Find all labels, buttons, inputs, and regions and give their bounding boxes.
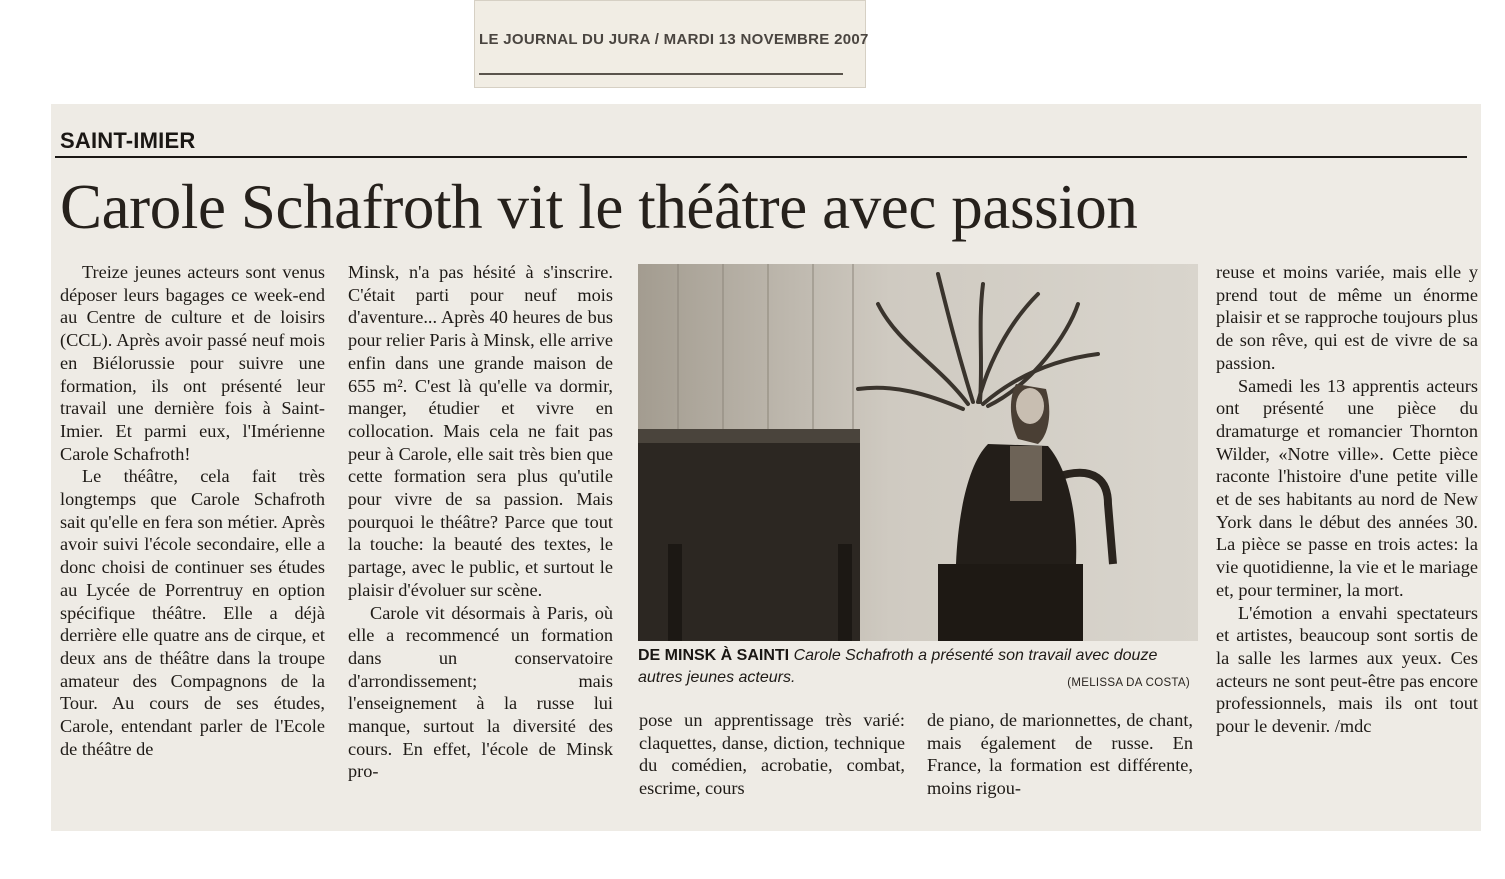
article-column-1 — [60, 261, 325, 760]
paragraph: Treize jeunes acteurs sont venus déposer leurs bagages ce week-end au Centre de culture et de loisirs (CCL). Après avoir passé neuf mois en Biélorussie pour suivre une formation, ils ont présenté leur travail une dernière fois à Saint-Imier. Et parmi eux, l'Imérienne Carole Schafroth! — [60, 262, 325, 464]
masthead-clipping — [474, 0, 869, 88]
article-column-4 — [927, 709, 1193, 800]
article-clipping — [51, 104, 1481, 831]
section-rule — [55, 156, 1467, 158]
headline: Carole Schafroth vit le théâtre avec passion — [60, 172, 1138, 242]
photo-caption — [638, 645, 1194, 689]
paragraph: Carole vit désormais à Paris, où elle a recommencé un formation dans un conservatoire d'arrondissement; mais l'enseignement à la russe lui manque, surtout la diversité des cours. En effet, l'école de Minsk pro- — [348, 602, 613, 782]
article-column-2 — [348, 261, 613, 783]
masthead-text: LE JOURNAL DU JURA / MARDI 13 NOVEMBRE 2007 — [479, 31, 869, 48]
paragraph: pose un apprentissage très varié: claquettes, danse, diction, technique du comédien, acrobatie, combat, escrime, cours — [639, 710, 905, 799]
paragraph: reuse et moins variée, mais elle y prend tout de même un énorme plaisir et se rapproche toujours plus de son rêve, qui est de vivre de sa passion. — [1216, 262, 1478, 373]
article-column-5 — [1216, 261, 1478, 738]
photo-credit: (MELISSA DA COSTA) — [1067, 677, 1190, 689]
paragraph: Minsk, n'a pas hésité à s'inscrire. C'était parti pour neuf mois d'aventure... Après 40 heures de bus pour relier Paris à Minsk, elle arrive enfin dans une grande maison de 655 m². C'est là qu'elle va dormir, manger, étudier et vivre en collocation. Mais cela ne fait pas peur à Carole, elle sait très bien que cette formation sera plus qu'utile pour vivre de sa passion. Mais pourquoi le théâtre? Parce que tout la touche: la beauté des textes, le partage, avec le public, et surtout le plaisir d'évoluer sur scène. — [348, 262, 613, 600]
paragraph: Le théâtre, cela fait très longtemps que Carole Schafroth sait qu'elle en fera son métier. Après avoir suivi l'école secondaire, elle a donc choisi de continuer ses études au Lycée de Porrentruy en option spécifique théâtre. Elle a déjà derrière elle quatre ans de cirque, et deux ans de théâtre dans la troupe amateur des Compagnons de la Tour. Au cours de ses études, Carole, entendant parler de l'Ecole de théâtre de — [60, 466, 325, 759]
article-column-3 — [639, 709, 905, 800]
masthead-rule — [479, 73, 843, 75]
caption-body: Carole Schafroth a présenté son travail avec douze autres jeunes acteurs. — [638, 647, 1158, 686]
paragraph: L'émotion a envahi spectateurs et artistes, beaucoup sont sortis de la salle les larmes aux yeux. Ces acteurs ne sont peut-être pas encore professionnels, mais ils ont tout pour le devenir. /mdc — [1216, 602, 1478, 737]
section-label: SAINT-IMIER — [60, 128, 196, 153]
article-photo — [638, 264, 1198, 641]
paragraph: de piano, de marionnettes, de chant, mais également de russe. En France, la formation est différente, moins rigou- — [927, 710, 1193, 799]
caption-head: DE MINSK À SAINTI — [638, 647, 790, 664]
photo-illustration — [638, 264, 1198, 641]
paragraph: Samedi les 13 apprentis acteurs ont présenté une pièce du dramaturge et romancier Thornton Wilder, «Notre ville». Cette pièce raconte l'histoire d'une petite ville et de ses habitants au nord de New York dans le début des années 30. La pièce se passe en trois actes: la vie quotidienne, la vie et le mariage et, pour terminer, la mort. — [1216, 375, 1478, 600]
